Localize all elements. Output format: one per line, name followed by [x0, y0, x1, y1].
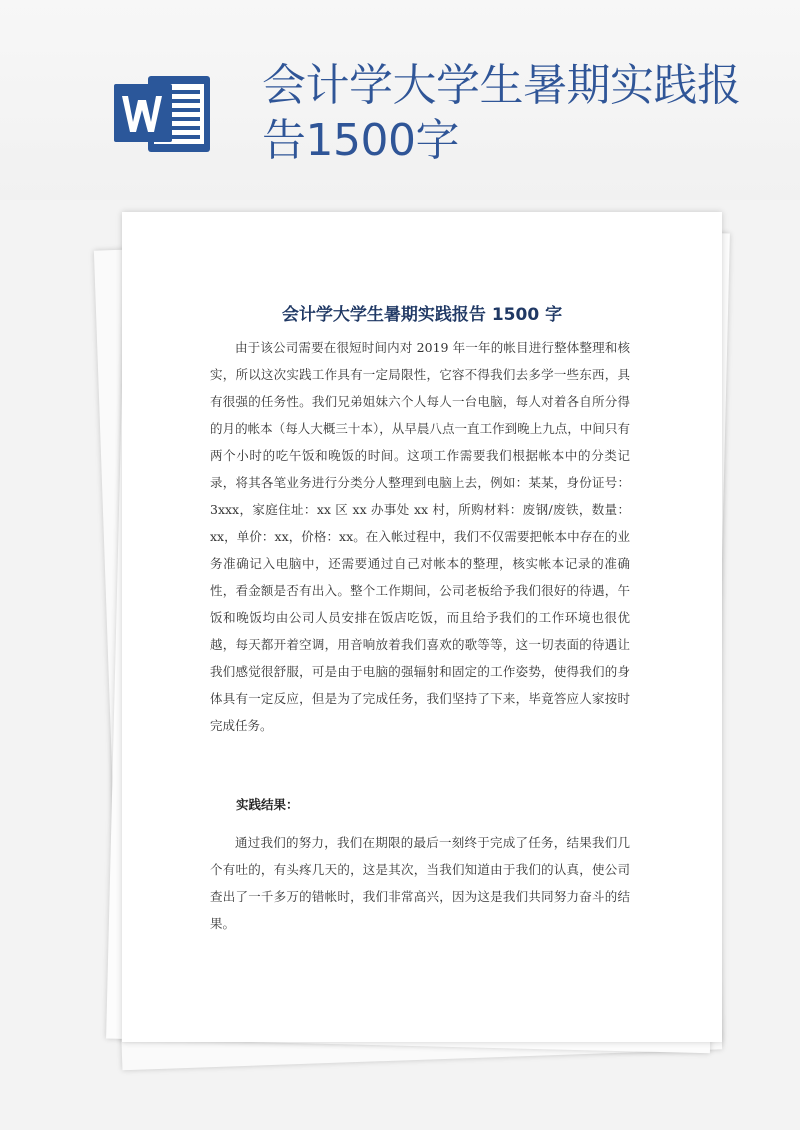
body-paragraph: 由于该公司需要在很短时间内对 2019 年一年的帐目进行整体整理和核实，所以这次实践工作具有一定局限性，它容不得我们去多学一些东西，具有很强的任务性。我们兄弟姐妹六个人每人一台电脑，每人对着各自所分得的月的帐本（每人大概三十本），从早晨八点一直工作到晚上九点，中间只有两个小时的吃午饭和晚饭的时间。这项工作需要我们根据帐本中的分类记录，将其各笔业务进行分类分人整理到电脑上去，例如：某某，身份证号：3xxx，家庭住址：xx 区 xx 办事处 xx 村，所购材料：废钢/废铁，数量：xx，单价：xx，价格：xx。在入帐过程中，我们不仅需要把帐本中存在的业务准确记入电脑中，还需要通过自己对帐本的整理，核实帐本记录的准确性，看金额是否有出入。整个工作期间，公司老板给予我们很好的待遇，午饭和晚饭均由公司人员安排在饭店吃饭，而且给予我们的工作环境也很优越，每天都开着空调，用音响放着我们喜欢的歌等等，这一切表面的待遇让我们感觉很舒服，可是由于电脑的强辐射和固定的工作姿势，使得我们的身体具有一定反应，但是为了完成任务，我们坚持了下来，毕竟答应人家按时完成任务。	[210, 340, 630, 733]
banner	[0, 0, 800, 200]
document-page	[122, 212, 722, 1042]
body-paragraph: 通过我们的努力，我们在期限的最后一刻终于完成了任务，结果我们几个有吐的，有头疼几天的，这是其次，当我们知道由于我们的认真，使公司查出了一千多万的错帐时，我们非常高兴，因为这是我们共同努力奋斗的结果。	[210, 835, 630, 931]
section-heading: 实践结果：	[236, 797, 299, 812]
word-document-icon	[112, 70, 212, 158]
banner-title: 会计学大学生暑期实践报告1500字	[262, 60, 741, 166]
document-title: 会计学大学生暑期实践报告 1500 字	[281, 305, 563, 325]
